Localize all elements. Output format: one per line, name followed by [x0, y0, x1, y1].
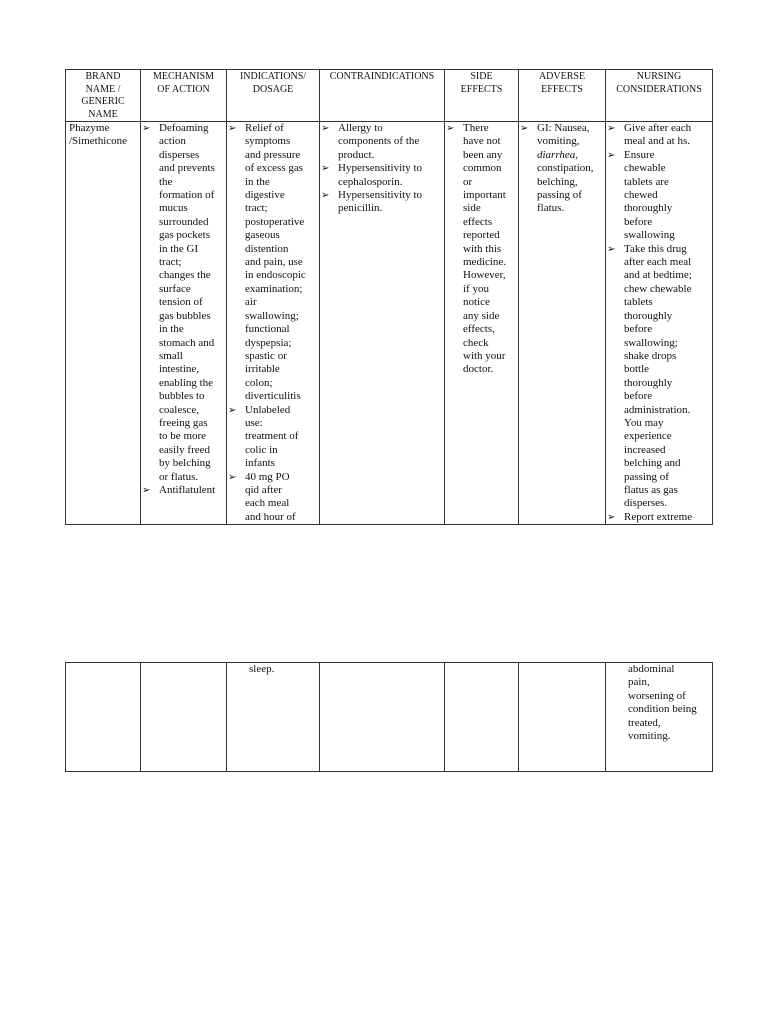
bullet-line: thoroughly [624, 376, 673, 389]
bullet-line: before [624, 390, 653, 403]
bullet-line: Report extreme [624, 510, 693, 523]
brand-name [66, 122, 140, 149]
bullet-item [141, 122, 226, 484]
bullet-item [606, 243, 712, 511]
bullet-line: enabling the [159, 376, 214, 389]
text-line: CONTRAINDICATIONS [329, 71, 435, 82]
bullet-line: components of the [338, 135, 420, 148]
bullet-line: tablets [624, 296, 653, 309]
bullet-line: flatus as gas [624, 483, 678, 496]
text-line: /Simethicone [69, 135, 128, 148]
bullet-item [227, 471, 319, 525]
drug-table-part-2 [65, 662, 713, 772]
bullet-line: in the GI [159, 242, 199, 255]
bullet-line: experience [624, 430, 672, 443]
adverse-line-italic: diarrhea, [537, 148, 579, 161]
bullet-line: spastic or [245, 349, 287, 362]
bullet-line: infants [245, 457, 275, 470]
bullet-line: functional [245, 323, 290, 336]
bullet-line: easily freed [159, 443, 210, 456]
bullet-line: colon; [245, 376, 273, 389]
bullet-line: chewable [624, 162, 666, 175]
bullet-line: 40 mg PO [245, 470, 290, 483]
bullet-line: Hypersensitivity to [338, 189, 423, 202]
contraindications-list [320, 122, 444, 216]
text-line: vomiting. [628, 730, 671, 743]
bullet-line: stomach and [159, 336, 215, 349]
mechanism-cell [141, 122, 227, 525]
bullet-line: chewed [624, 189, 658, 202]
nursing-continued [606, 663, 712, 743]
header-brand-name [66, 70, 141, 122]
bullet-line: with this [463, 242, 502, 255]
bullet-line: belching and [624, 457, 681, 470]
bullet-arrow-icon: ➢ [607, 123, 616, 134]
bullet-item [320, 122, 444, 162]
text-line: worsening of [628, 689, 686, 702]
bullet-line: colic in [245, 443, 278, 456]
adverse-effects-item [519, 122, 605, 216]
bullet-arrow-icon: ➢ [520, 123, 529, 134]
bullet-arrow-icon: ➢ [228, 471, 237, 483]
drug-row-continued [66, 663, 713, 772]
bullet-line: or [463, 175, 473, 188]
nursing-cell [606, 122, 713, 525]
bullet-line: Antiflatulent [159, 483, 216, 496]
bullet-line: in the [245, 175, 270, 188]
bullet-line: diverticulitis [245, 390, 301, 403]
bullet-line: air [245, 296, 257, 309]
bullet-line: product. [338, 148, 375, 161]
side-effects-cell-cont [445, 663, 519, 772]
brand-name-cell [66, 122, 141, 525]
bullet-line: common [463, 162, 502, 175]
text-line: NURSING [636, 71, 682, 82]
indications-continued [227, 663, 319, 676]
text-line: BRAND [85, 71, 121, 82]
adverse-line: GI: Nausea, [537, 122, 590, 134]
bullet-line: meal and at hs. [624, 135, 690, 148]
header-cell [227, 70, 319, 96]
bullet-arrow-icon: ➢ [321, 163, 330, 175]
side-effects-list [445, 122, 518, 377]
bullet-arrow-icon: ➢ [321, 123, 330, 134]
text-line: pain, [628, 676, 650, 689]
text-line: DOSAGE [252, 83, 294, 95]
bullet-line: swallowing [624, 229, 675, 242]
indications-cell [227, 122, 320, 525]
bullet-line: Give after each [624, 122, 692, 134]
adverse-effects-list [519, 122, 605, 216]
bullet-arrow-icon: ➢ [142, 484, 151, 496]
bullet-line: swallowing; [245, 309, 299, 322]
text-line: SIDE [470, 71, 493, 82]
bullet-line: reported [463, 229, 500, 242]
drug-row [66, 122, 713, 525]
bullet-line: Ensure [624, 148, 655, 161]
adverse-effects-cell-cont [519, 663, 606, 772]
bullet-item [606, 511, 712, 524]
bullet-line: changes the [159, 269, 211, 282]
bullet-line: tract; [159, 256, 182, 269]
adverse-line: vomiting, [537, 135, 580, 148]
bullet-line: in the [159, 323, 184, 336]
bullet-line: the [159, 175, 173, 188]
bullet-item [445, 122, 518, 377]
header-nursing [606, 70, 713, 122]
bullet-line: Unlabeled [245, 403, 291, 416]
bullet-line: symptoms [245, 135, 291, 148]
bullet-line: Defoaming [159, 122, 209, 134]
bullet-line: intestine, [159, 363, 200, 376]
bullet-line: Take this drug [624, 242, 687, 255]
bullet-line: doctor. [463, 363, 494, 376]
bullet-line: qid after [245, 483, 282, 496]
bullet-line: medicine. [463, 256, 507, 269]
bullet-line: bottle [624, 363, 650, 376]
contraindications-cell-cont [320, 663, 445, 772]
bullet-line: disperses [159, 148, 200, 161]
bullet-line: cephalosporin. [338, 175, 403, 188]
text-line: CONSIDERATIONS [616, 83, 702, 95]
header-cell [606, 70, 712, 96]
bullet-line: bubbles to [159, 390, 205, 403]
text-line: sleep. [249, 663, 275, 675]
bullet-line: notice [463, 296, 490, 309]
bullet-line: to be more [159, 430, 207, 443]
text-line: belching, [537, 175, 578, 188]
bullet-arrow-icon: ➢ [607, 149, 616, 161]
indications-cell-cont [227, 663, 320, 772]
bullet-line: and pain, use [245, 256, 303, 269]
bullet-line: small [159, 349, 183, 362]
header-cell [445, 70, 518, 96]
bullet-line: tension of [159, 296, 203, 309]
bullet-line: formation of [159, 189, 215, 202]
header-cell [66, 70, 140, 121]
bullet-line: coalesce, [159, 403, 199, 416]
bullet-line: disperses. [624, 497, 668, 510]
bullet-line: Allergy to [338, 122, 383, 134]
bullet-line: surrounded [159, 215, 209, 228]
mechanism-list [141, 122, 226, 497]
bullet-line: and prevents [159, 162, 215, 175]
bullet-line: Hypersensitivity to [338, 162, 423, 175]
bullet-line: by belching [159, 457, 211, 470]
bullet-line: thoroughly [624, 309, 673, 322]
header-cell [519, 70, 605, 96]
bullet-arrow-icon: ➢ [607, 243, 616, 255]
text-line: EFFECTS [460, 83, 503, 95]
bullet-line: use: [245, 416, 263, 429]
bullet-line: dyspepsia; [245, 336, 292, 349]
indications-list [227, 122, 319, 524]
bullet-line: tract; [245, 202, 268, 215]
bullet-line: increased [624, 443, 666, 456]
bullet-line: effects [463, 215, 493, 228]
bullet-line: Relief of [245, 122, 284, 134]
bullet-line: tablets are [624, 175, 669, 188]
bullet-line: postoperative [245, 215, 305, 228]
header-cell [320, 70, 444, 84]
bullet-line: before [624, 215, 653, 228]
bullet-line: and at bedtime; [624, 269, 692, 282]
adverse-rest [537, 162, 605, 216]
bullet-item [227, 404, 319, 471]
text-line: condition being [628, 703, 697, 716]
text-line: treated, [628, 716, 661, 729]
bullet-line: action [159, 135, 186, 148]
bullet-item [227, 122, 319, 404]
bullet-line: thoroughly [624, 202, 673, 215]
mechanism-cell-cont [141, 663, 227, 772]
bullet-line: effects, [463, 323, 495, 336]
bullet-line: gas pockets [159, 229, 211, 242]
bullet-item [141, 484, 226, 497]
bullet-line: check [463, 336, 489, 349]
nursing-list [606, 122, 712, 524]
bullet-line: passing of [624, 470, 669, 483]
drug-table-part-1 [65, 69, 713, 525]
bullet-line: However, [463, 269, 506, 282]
bullet-item [320, 189, 444, 216]
header-side-effects [445, 70, 519, 122]
bullet-item [606, 122, 712, 149]
text-line: GENERIC [81, 96, 125, 107]
bullet-line: been any [463, 148, 503, 161]
bullet-line: in endoscopic [245, 269, 306, 282]
contraindications-cell [320, 122, 445, 525]
bullet-line: irritable [245, 363, 280, 376]
text-line: INDICATIONS/ [239, 71, 307, 82]
header-cell [141, 70, 226, 96]
bullet-line: or flatus. [159, 470, 199, 483]
text-line: OF ACTION [157, 83, 210, 95]
text-line: flatus. [537, 202, 565, 215]
bullet-arrow-icon: ➢ [142, 123, 151, 134]
header-adverse-effects [519, 70, 606, 122]
bullet-line: and hour of [245, 510, 296, 523]
bullet-line: mucus [159, 202, 188, 215]
bullet-line: chew chewable [624, 282, 692, 295]
bullet-item [606, 149, 712, 243]
bullet-line: important [463, 189, 506, 202]
bullet-line: after each meal [624, 256, 692, 269]
text-line: passing of [537, 189, 582, 202]
bullet-line: with your [463, 349, 506, 362]
bullet-line: and pressure [245, 148, 301, 161]
text-line: ADVERSE [538, 71, 586, 82]
bullet-line: of excess gas [245, 162, 304, 175]
header-contraindications [320, 70, 445, 122]
bullet-line: surface [159, 282, 191, 295]
text-line: abdominal [628, 663, 675, 675]
bullet-line: swallowing; [624, 336, 678, 349]
bullet-line: if you [463, 282, 489, 295]
bullet-line: before [624, 323, 653, 336]
bullet-arrow-icon: ➢ [228, 123, 237, 134]
header-row [66, 70, 713, 122]
text-line: EFFECTS [541, 83, 583, 95]
bullet-line: examination; [245, 282, 303, 295]
bullet-line: distention [245, 242, 289, 255]
bullet-arrow-icon: ➢ [321, 190, 330, 202]
bullet-line: shake drops [624, 349, 677, 362]
bullet-line: freeing gas [159, 416, 208, 429]
brand-name-cell-cont [66, 663, 141, 772]
bullet-line: side [463, 202, 481, 215]
bullet-line: gaseous [245, 229, 280, 242]
bullet-item [320, 162, 444, 189]
bullet-line: each meal [245, 497, 290, 510]
bullet-line: treatment of [245, 430, 299, 443]
bullet-line: penicillin. [338, 202, 383, 215]
bullet-arrow-icon: ➢ [446, 123, 455, 134]
text-line: constipation, [537, 162, 594, 175]
adverse-effects-cell [519, 122, 606, 525]
text-line: Phazyme [69, 122, 110, 134]
bullet-arrow-icon: ➢ [228, 404, 237, 416]
bullet-line: have not [463, 135, 501, 148]
header-mechanism [141, 70, 227, 122]
bullet-line: You may [624, 416, 664, 429]
bullet-line: any side [463, 309, 500, 322]
bullet-line: administration. [624, 403, 691, 416]
nursing-cell-cont [606, 663, 713, 772]
bullet-line: gas bubbles [159, 309, 211, 322]
side-effects-cell [445, 122, 519, 525]
bullet-line: digestive [245, 189, 285, 202]
bullet-line: There [463, 122, 489, 134]
text-line: NAME [88, 108, 118, 120]
text-line: MECHANISM [152, 71, 215, 82]
text-line: NAME / [85, 83, 121, 95]
bullet-arrow-icon: ➢ [607, 511, 616, 523]
header-indications [227, 70, 320, 122]
